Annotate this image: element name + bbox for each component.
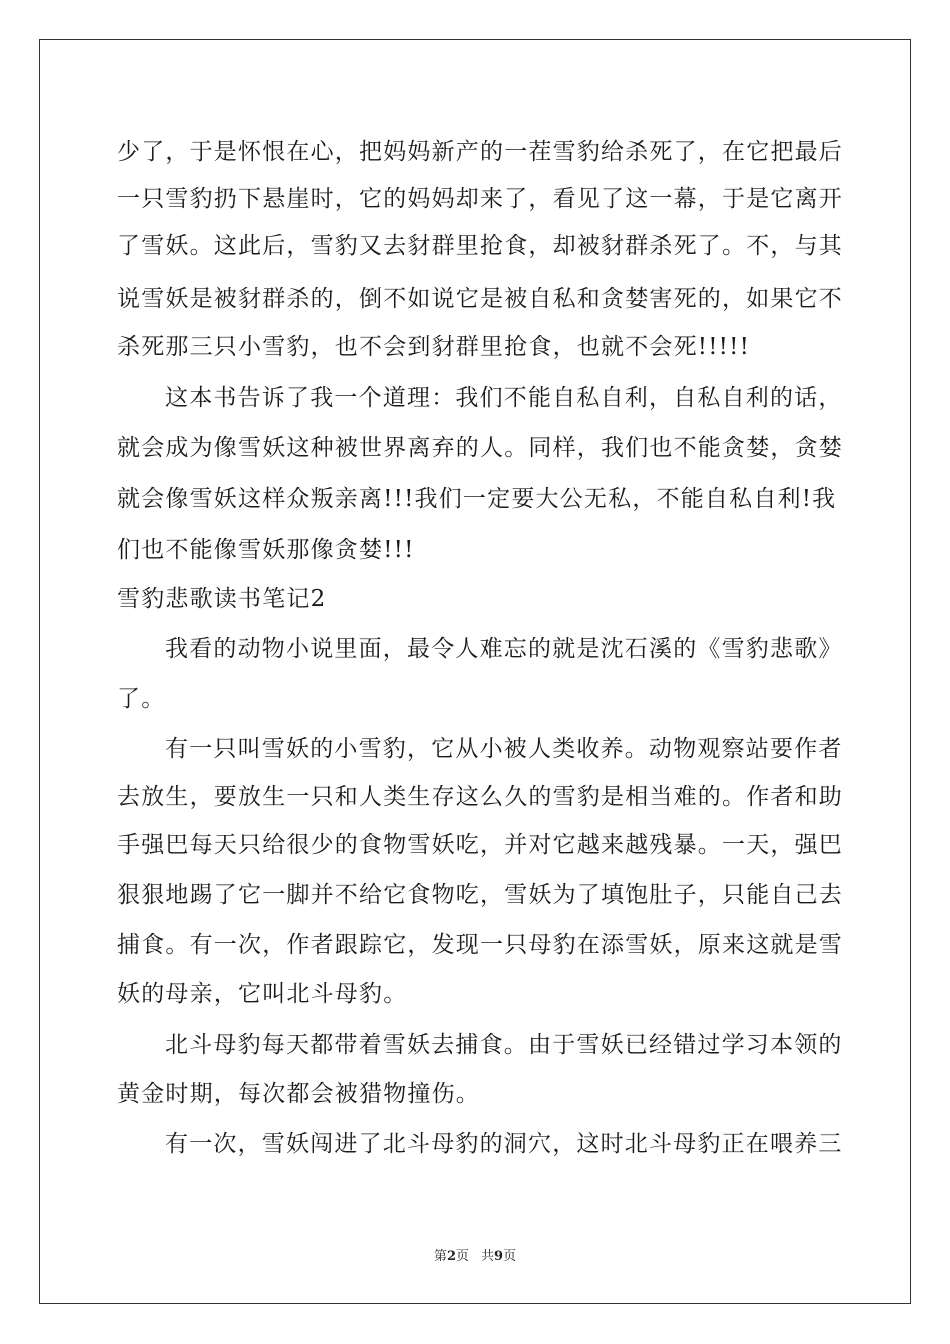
page-footer	[0, 1249, 950, 1265]
footer-page-prefix: 第	[433, 1249, 447, 1264]
footer-total-suffix: 页	[503, 1249, 517, 1264]
footer-total-pages: 9	[494, 1249, 504, 1264]
text-line: 少了，于是怀恨在心，把妈妈新产的一茬雪豹给杀死了，在它把最后	[117, 139, 843, 165]
text-line: 狠狠地踢了它一脚并不给它食物吃，雪妖为了填饱肚子，只能自己去	[117, 882, 843, 908]
text-line: 捕食。有一次，作者跟踪它，发现一只母豹在添雪妖，原来这就是雪	[117, 932, 843, 958]
text-line: 黄金时期，每次都会被猎物撞伤。	[117, 1081, 480, 1107]
text-line: 说雪妖是被豺群杀的，倒不如说它是被自私和贪婪害死的，如果它不	[117, 286, 843, 312]
text-line: 就会成为像雪妖这种被世界离弃的人。同样，我们也不能贪婪，贪婪	[117, 435, 843, 461]
text-line: 杀死那三只小雪豹，也不会到豺群里抢食，也就不会死!!!!!	[117, 334, 751, 360]
text-line: 了雪妖。这此后，雪豹又去豺群里抢食，却被豺群杀死了。不，与其	[117, 233, 843, 259]
paragraph-first-line: 北斗母豹每天都带着雪妖去捕食。由于雪妖已经错过学习本领的	[165, 1032, 843, 1058]
paragraph-first-line: 有一次，雪妖闯进了北斗母豹的洞穴，这时北斗母豹正在喂养三	[165, 1131, 843, 1157]
text-line: 一只雪豹扔下悬崖时，它的妈妈却来了，看见了这一幕，于是它离开	[117, 186, 843, 212]
footer-page-number: 2	[446, 1249, 456, 1264]
section-heading: 雪豹悲歌读书笔记2	[117, 586, 327, 612]
text-line: 手强巴每天只给很少的食物雪妖吃，并对它越来越残暴。一天，强巴	[117, 832, 843, 858]
page-border	[39, 39, 911, 1304]
footer-total-prefix: 共	[481, 1249, 495, 1264]
paragraph-first-line: 有一只叫雪妖的小雪豹，它从小被人类收养。动物观察站要作者	[165, 736, 843, 762]
text-line: 去放生，要放生一只和人类生存这么久的雪豹是相当难的。作者和助	[117, 784, 843, 810]
text-line: 妖的母亲，它叫北斗母豹。	[117, 981, 408, 1007]
footer-page-suffix: 页	[455, 1249, 469, 1264]
text-line: 就会像雪妖这样众叛亲离!!!我们一定要大公无私，不能自私自利!我	[117, 486, 837, 512]
text-line: 了。	[117, 686, 166, 712]
paragraph-first-line: 这本书告诉了我一个道理：我们不能自私自利，自私自利的话，	[165, 385, 843, 411]
paragraph-first-line: 我看的动物小说里面，最令人难忘的就是沈石溪的《雪豹悲歌》	[165, 636, 843, 662]
text-line: 们也不能像雪妖那像贪婪!!!	[117, 537, 415, 563]
